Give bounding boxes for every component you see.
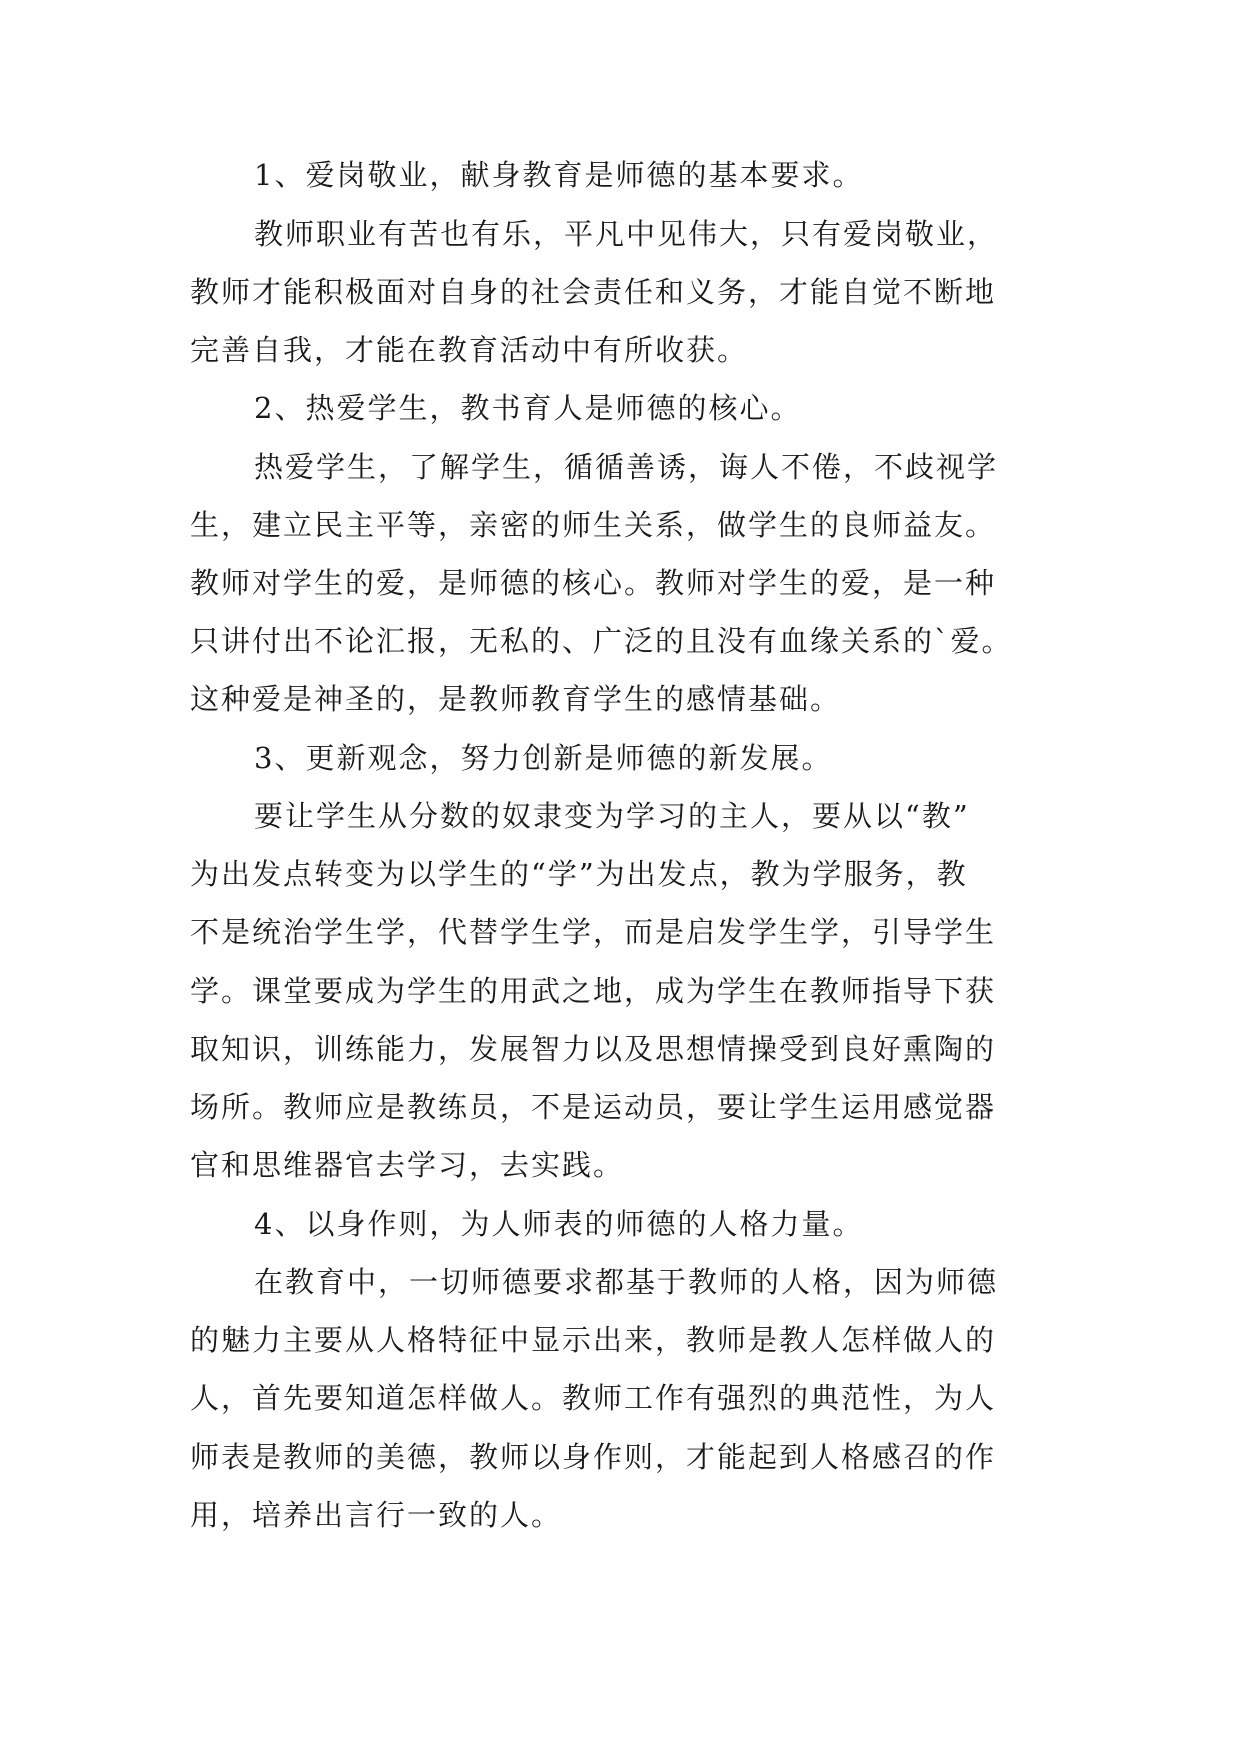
paragraph-line: 官和思维器官去学习，去实践。: [190, 1148, 625, 1182]
paragraph-line: 的魅力主要从人格特征中显示出来，教师是教人怎样做人的: [190, 1323, 997, 1357]
paragraph-line: 人，首先要知道怎样做人。教师工作有强烈的典范性，为人: [190, 1381, 997, 1415]
paragraph-line: 教师才能积极面对自身的社会责任和义务，才能自觉不断地: [190, 275, 997, 309]
paragraph-line: 取知识，训练能力，发展智力以及思想情操受到良好熏陶的: [190, 1032, 997, 1066]
paragraph-line: 教师职业有苦也有乐，平凡中见伟大，只有爱岗敬业，: [254, 217, 999, 251]
heading-4: 4、以身作则，为人师表的师德的人格力量。: [254, 1207, 864, 1241]
paragraph-line: 学。课堂要成为学生的用武之地，成为学生在教师指导下获: [190, 974, 997, 1008]
paragraph-line: 热爱学生，了解学生，循循善诱，诲人不倦，不歧视学: [254, 450, 999, 484]
paragraph-line: 为出发点转变为以学生的“学”为出发点，教为学服务，教: [190, 857, 968, 891]
paragraph-line: 生，建立民主平等，亲密的师生关系，做学生的良师益友。: [190, 508, 997, 542]
paragraph-line: 在教育中，一切师德要求都基于教师的人格，因为师德: [254, 1265, 999, 1299]
heading-3: 3、更新观念，努力创新是师德的新发展。: [254, 741, 833, 775]
paragraph-line: 完善自我，才能在教育活动中有所收获。: [190, 333, 749, 367]
paragraph-line: 只讲付出不论汇报，无私的、广泛的且没有血缘关系的`爱。: [190, 624, 1013, 658]
paragraph-line: 场所。教师应是教练员，不是运动员，要让学生运用感觉器: [190, 1090, 997, 1124]
paragraph-line: 教师对学生的爱，是师德的核心。教师对学生的爱，是一种: [190, 566, 997, 600]
paragraph-line: 不是统治学生学，代替学生学，而是启发学生学，引导学生: [190, 915, 997, 949]
paragraph-line: 要让学生从分数的奴隶变为学习的主人，要从以“教”: [254, 799, 970, 833]
paragraph-line: 师表是教师的美德，教师以身作则，才能起到人格感召的作: [190, 1440, 997, 1474]
heading-1: 1、爱岗敬业，献身教育是师德的基本要求。: [254, 158, 864, 192]
paragraph-line: 用，培养出言行一致的人。: [190, 1498, 563, 1532]
paragraph-line: 这种爱是神圣的，是教师教育学生的感情基础。: [190, 682, 842, 716]
heading-2: 2、热爱学生，教书育人是师德的核心。: [254, 391, 802, 425]
